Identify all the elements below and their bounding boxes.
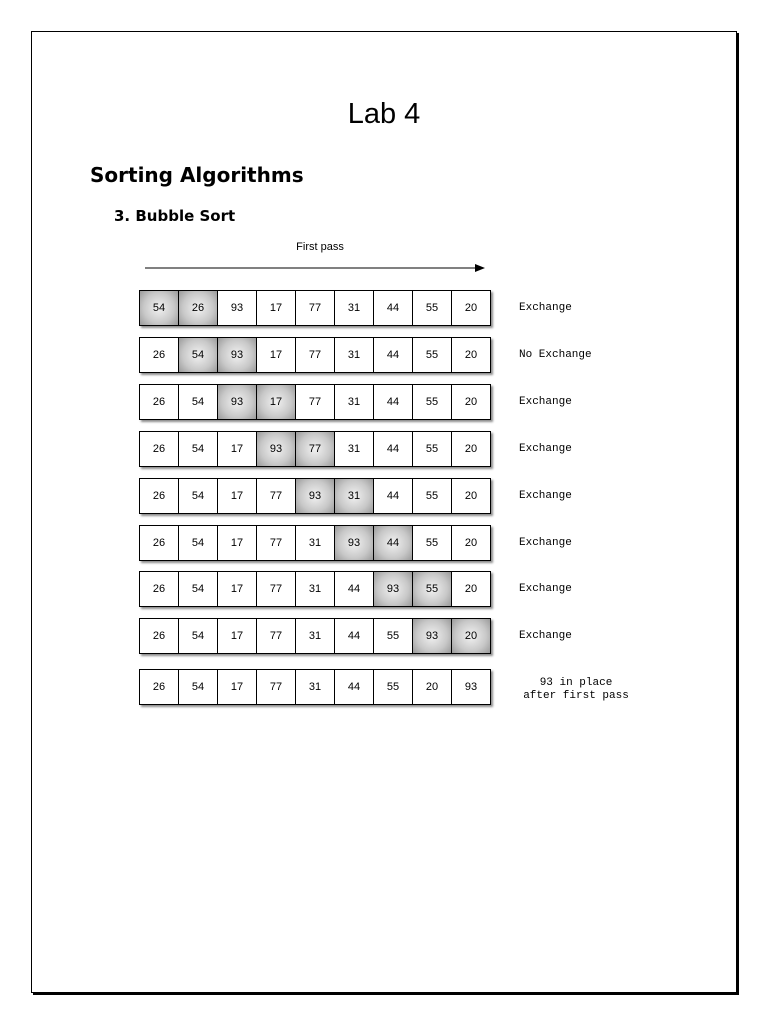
array-cell: 26: [139, 478, 179, 514]
section-heading: Sorting Algorithms: [90, 163, 304, 187]
array-cell: 55: [373, 669, 413, 705]
array-cell: 54: [178, 669, 218, 705]
array-cell: 20: [451, 384, 491, 420]
array-cell: 20: [451, 571, 491, 607]
document-title: Lab 4: [347, 98, 421, 130]
row-note: Exchange: [519, 302, 572, 314]
sort-row: [139, 525, 491, 561]
array-cell: 44: [373, 337, 413, 373]
array-cell: 55: [373, 618, 413, 654]
compared-cell: 20: [451, 618, 491, 654]
array-cell: 31: [295, 618, 335, 654]
array-cell: 20: [451, 431, 491, 467]
array-cell: 77: [295, 337, 335, 373]
sort-row: [139, 571, 491, 607]
compared-cell: 93: [217, 337, 257, 373]
row-note: 93 in place after first pass: [523, 677, 629, 702]
row-note: Exchange: [519, 443, 572, 455]
arrow-right-icon: [145, 262, 485, 274]
row-note: Exchange: [519, 490, 572, 502]
array-cell: 17: [217, 618, 257, 654]
compared-cell: 93: [412, 618, 452, 654]
compared-cell: 54: [178, 337, 218, 373]
array-cell: 31: [295, 571, 335, 607]
array-cell: 54: [178, 525, 218, 561]
array-cell: 55: [412, 290, 452, 326]
array-cell: 31: [334, 384, 374, 420]
array-cell: 77: [256, 478, 296, 514]
compared-cell: 93: [295, 478, 335, 514]
array-cell: 55: [412, 431, 452, 467]
compared-cell: 31: [334, 478, 374, 514]
array-cell: 55: [412, 478, 452, 514]
compared-cell: 54: [139, 290, 179, 326]
array-cell: 55: [412, 525, 452, 561]
row-note: Exchange: [519, 537, 572, 549]
array-cell: 44: [334, 571, 374, 607]
array-cell: 77: [256, 669, 296, 705]
sort-row: [139, 618, 491, 654]
compared-cell: 93: [256, 431, 296, 467]
array-cell: 26: [139, 525, 179, 561]
array-cell: 31: [334, 290, 374, 326]
array-cell: 26: [139, 669, 179, 705]
row-note: Exchange: [519, 630, 572, 642]
array-cell: 77: [256, 571, 296, 607]
array-cell: 26: [139, 571, 179, 607]
array-cell: 17: [217, 669, 257, 705]
row-note: No Exchange: [519, 349, 592, 361]
array-cell: 17: [217, 431, 257, 467]
array-cell: 54: [178, 478, 218, 514]
compared-cell: 55: [412, 571, 452, 607]
compared-cell: 26: [178, 290, 218, 326]
array-cell: 17: [256, 337, 296, 373]
sort-row: [139, 384, 491, 420]
compared-cell: 77: [295, 431, 335, 467]
array-cell: 17: [217, 478, 257, 514]
sort-row: [139, 478, 491, 514]
array-cell: 54: [178, 431, 218, 467]
array-cell: 44: [373, 431, 413, 467]
array-cell: 31: [295, 669, 335, 705]
compared-cell: 17: [256, 384, 296, 420]
array-cell: 44: [373, 290, 413, 326]
compared-cell: 93: [373, 571, 413, 607]
array-cell: 26: [139, 618, 179, 654]
pass-label: First pass: [296, 241, 344, 253]
row-note: Exchange: [519, 583, 572, 595]
array-cell: 26: [139, 337, 179, 373]
array-cell: 44: [373, 384, 413, 420]
array-cell: 44: [373, 478, 413, 514]
array-cell: 20: [412, 669, 452, 705]
array-cell: 20: [451, 290, 491, 326]
compared-cell: 44: [373, 525, 413, 561]
array-cell: 26: [139, 384, 179, 420]
array-cell: 93: [217, 290, 257, 326]
sort-row: [139, 290, 491, 326]
array-cell: 44: [334, 669, 374, 705]
array-cell: 17: [217, 525, 257, 561]
array-cell: 20: [451, 337, 491, 373]
array-cell: 17: [256, 290, 296, 326]
array-cell: 31: [334, 337, 374, 373]
array-cell: 54: [178, 618, 218, 654]
array-cell: 77: [256, 618, 296, 654]
sort-row: [139, 431, 491, 467]
array-cell: 31: [295, 525, 335, 561]
array-cell: 20: [451, 525, 491, 561]
row-note: Exchange: [519, 396, 572, 408]
sort-row: [139, 337, 491, 373]
array-cell: 77: [295, 384, 335, 420]
array-cell: 77: [295, 290, 335, 326]
array-cell: 20: [451, 478, 491, 514]
array-cell: 93: [451, 669, 491, 705]
array-cell: 55: [412, 337, 452, 373]
array-cell: 44: [334, 618, 374, 654]
array-cell: 77: [256, 525, 296, 561]
array-cell: 54: [178, 384, 218, 420]
compared-cell: 93: [217, 384, 257, 420]
array-cell: 26: [139, 431, 179, 467]
array-cell: 31: [334, 431, 374, 467]
compared-cell: 93: [334, 525, 374, 561]
sort-row: [139, 669, 491, 705]
subsection-heading: 3. Bubble Sort: [114, 207, 236, 225]
array-cell: 55: [412, 384, 452, 420]
array-cell: 17: [217, 571, 257, 607]
array-cell: 54: [178, 571, 218, 607]
